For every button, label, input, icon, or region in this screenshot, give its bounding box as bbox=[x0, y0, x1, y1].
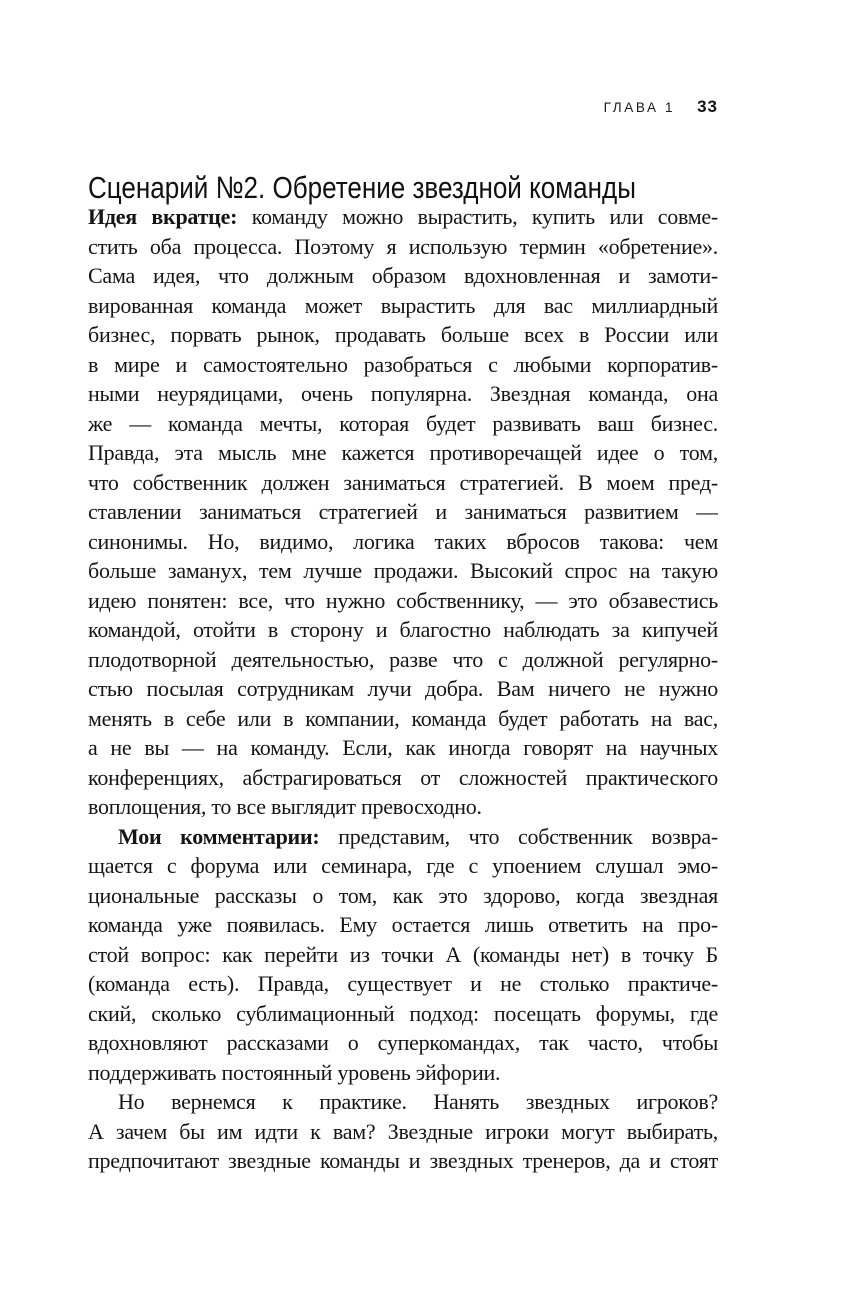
text-line: Но вернемся к практике. Нанять звездных игроков? bbox=[118, 1089, 718, 1114]
text-block bbox=[88, 202, 718, 1176]
text-line: воплощения, то все выглядит превосходно. bbox=[88, 794, 482, 819]
text-line: же — команда мечты, которая будет развивать ваш бизнес. bbox=[88, 410, 718, 436]
text-line: менять в себе или в компании, команда будет работать на вас, bbox=[88, 705, 718, 731]
text-line: команда уже появилась. Ему остается лишь ответить на про- bbox=[88, 912, 718, 937]
running-head bbox=[88, 97, 718, 117]
text-line: предпочитают звездные команды и звездных тренеров, да и стоят bbox=[88, 1148, 718, 1173]
page-number: 33 bbox=[697, 97, 718, 116]
text-line: а не вы — на команду. Если, как иногда говорят на научных bbox=[88, 735, 718, 760]
paragraph-lead: Идея вкратце: bbox=[88, 204, 238, 229]
text-line: конференциях, абстрагироваться от сложностей практического bbox=[88, 764, 718, 790]
text-line: вдохновляют рассказами о суперкомандах, так часто, чтобы bbox=[88, 1030, 718, 1055]
text-line: поддерживать постоянный уровень эйфории. bbox=[88, 1059, 501, 1085]
text-line: в мире и самостоятельно разобраться с любыми корпоратив- bbox=[88, 351, 718, 377]
paragraph-lead: Мои комментарии: bbox=[118, 823, 320, 849]
text-line: бизнес, порвать рынок, продавать больше всех в России или bbox=[88, 322, 718, 347]
text-line: (команда есть). Правда, существует и не столько практиче- bbox=[88, 971, 718, 996]
text-line: вированная команда может вырастить для вас миллиардный bbox=[88, 292, 718, 318]
text-line: циональные рассказы о том, как это здорово, когда звездная bbox=[88, 882, 718, 908]
text-line: больше заманух, тем лучше продажи. Высокий спрос на такую bbox=[88, 558, 718, 583]
text-line: идею понятен: все, что нужно собственнику, — это обзавестись bbox=[88, 587, 718, 613]
text-line: Идея вкратце: команду можно вырастить, купить или совме- bbox=[88, 204, 718, 229]
text-line: ский, сколько сублимационный подход: посещать форумы, где bbox=[88, 1000, 718, 1026]
section-title: Сценарий №2. Обретение звездной команды bbox=[88, 169, 636, 205]
text-line: щается с форума или семинара, где с упоением слушал эмо- bbox=[88, 853, 718, 878]
text-line: Правда, эта мысль мне кажется противоречащей идее о том, bbox=[88, 440, 718, 465]
text-line: плодотворной деятельностью, разве что с должной регулярно- bbox=[88, 646, 718, 672]
text-line: синонимы. Но, видимо, логика таких вбросов такова: чем bbox=[88, 528, 718, 554]
chapter-label: ГЛАВА 1 bbox=[603, 100, 676, 115]
text-line: стить оба процесса. Поэтому я использую термин «обретение». bbox=[88, 233, 718, 259]
text-line: стой вопрос: как перейти из точки А (команды нет) в точку Б bbox=[88, 941, 718, 967]
paragraph bbox=[88, 202, 718, 822]
text-line: ставлении заниматься стратегией и заниматься развитием — bbox=[88, 499, 718, 524]
text-line: Сама идея, что должным образом вдохновленная и замоти- bbox=[88, 263, 718, 288]
text-line: командой, отойти в сторону и благостно наблюдать за кипучей bbox=[88, 617, 718, 642]
text-line: что собственник должен заниматься стратегией. В моем пред- bbox=[88, 469, 718, 495]
text-line: ными неурядицами, очень популярна. Звездная команда, она bbox=[88, 381, 718, 406]
text-line: Мои комментарии: представим, что собственник возвра- bbox=[118, 823, 718, 849]
paragraph bbox=[88, 822, 718, 1088]
text-line: стью посылая сотрудникам лучи добра. Вам ничего не нужно bbox=[88, 676, 718, 701]
text-line: А зачем бы им идти к вам? Звездные игроки могут выбирать, bbox=[88, 1118, 718, 1144]
paragraph bbox=[88, 1087, 718, 1176]
